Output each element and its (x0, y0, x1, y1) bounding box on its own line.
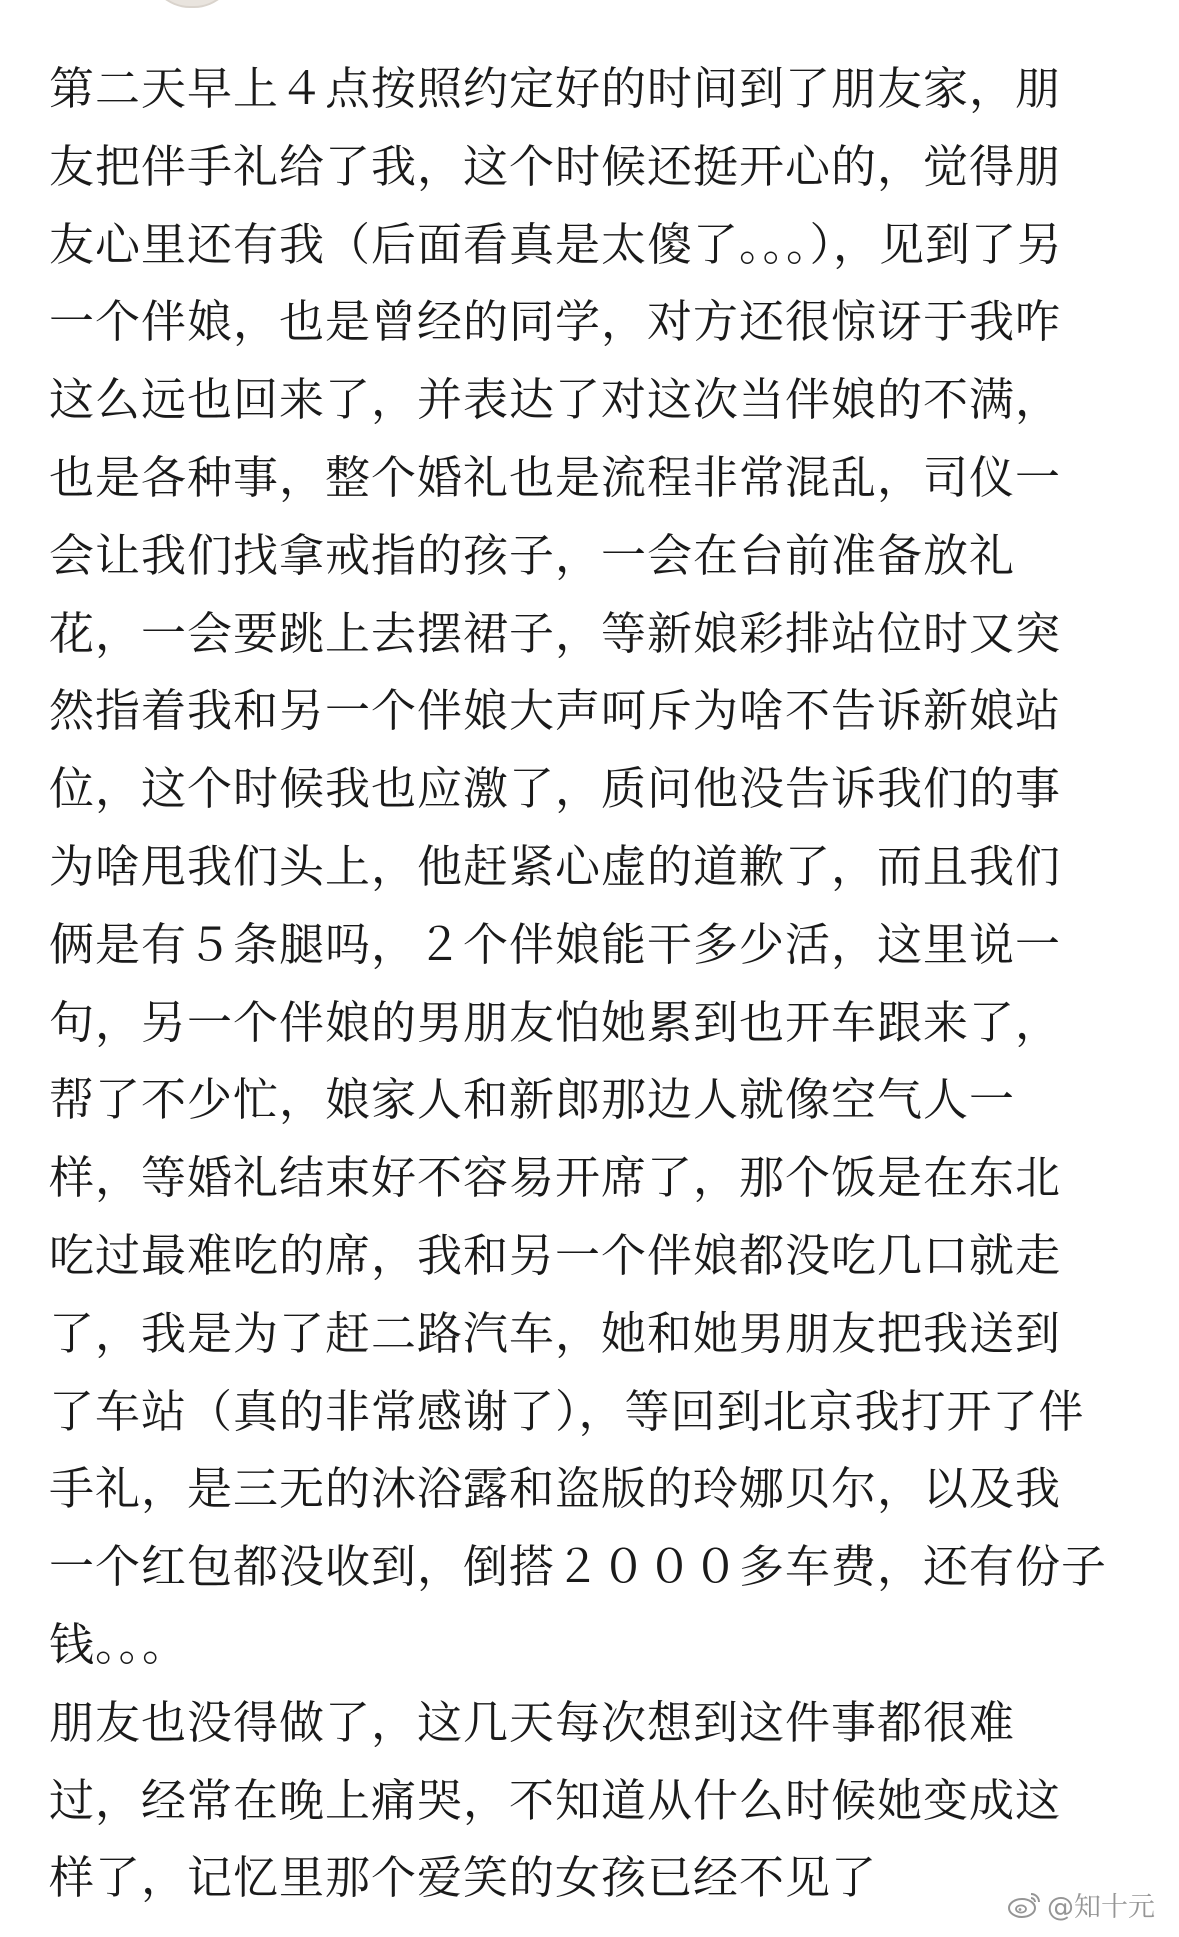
post-line: 句，另一个伴娘的男朋友怕她累到也开车跟来了， (49, 995, 1062, 1049)
post-line: 样了，记忆里那个爱笑的女孩已经不见了 (49, 1851, 878, 1905)
watermark (1007, 1885, 1155, 1924)
post-line: 也是各种事，整个婚礼也是流程非常混乱，司仪一 (49, 450, 1062, 504)
post-line: 钱。。。 (49, 1617, 189, 1671)
post-line: 了车站（真的非常感谢了），等回到北京我打开了伴 (49, 1384, 1085, 1438)
post-line: 一个伴娘，也是曾经的同学，对方还很惊讶于我咋 (49, 295, 1062, 349)
post-line: 第二天早上４点按照约定好的时间到了朋友家，朋 (49, 62, 1062, 115)
post-line: 为啥甩我们头上，他赶紧心虚的道歉了，而且我们 (49, 839, 1062, 893)
post-line: 一个红包都没收到，倒搭２０００多车费，还有份子 (49, 1540, 1108, 1594)
post-line: 俩是有５条腿吗，２个伴娘能干多少活，这里说一 (49, 917, 1062, 971)
post-line: 友心里还有我（后面看真是太傻了。。。），见到了另 (49, 217, 1064, 271)
post-line: 这么远也回来了，并表达了对这次当伴娘的不满， (49, 373, 1062, 427)
post-line: 手礼，是三无的沐浴露和盗版的玲娜贝尔，以及我 (49, 1462, 1062, 1516)
weibo-logo-icon (1007, 1891, 1041, 1919)
post-line: 样，等婚礼结束好不容易开席了，那个饭是在东北 (49, 1151, 1062, 1205)
post-line: 然指着我和另一个伴娘大声呵斥为啥不告诉新娘站 (49, 684, 1062, 738)
post-line: 了，我是为了赶二路汽车，她和她男朋友把我送到 (49, 1306, 1062, 1360)
post-line: 吃过最难吃的席，我和另一个伴娘都没吃几口就走 (49, 1228, 1062, 1282)
avatar[interactable] (148, 0, 236, 8)
post-line: 过，经常在晚上痛哭，不知道从什么时候她变成这 (49, 1773, 1062, 1827)
post-line: 帮了不少忙，娘家人和新郎那边人就像空气人一 (49, 1073, 1016, 1127)
post-line: 友把伴手礼给了我，这个时候还挺开心的，觉得朋 (49, 139, 1062, 193)
post-line: 位，这个时候我也应激了，质问他没告诉我们的事 (49, 762, 1062, 816)
watermark-text: @知十元 (1047, 1892, 1155, 1923)
post-body (49, 50, 1134, 1917)
post-line: 会让我们找拿戒指的孩子，一会在台前准备放礼 (49, 528, 1016, 582)
post-line: 朋友也没得做了，这几天每次想到这件事都很难 (49, 1695, 1016, 1749)
post-line: 花，一会要跳上去摆裙子，等新娘彩排站位时又突 (49, 606, 1062, 660)
